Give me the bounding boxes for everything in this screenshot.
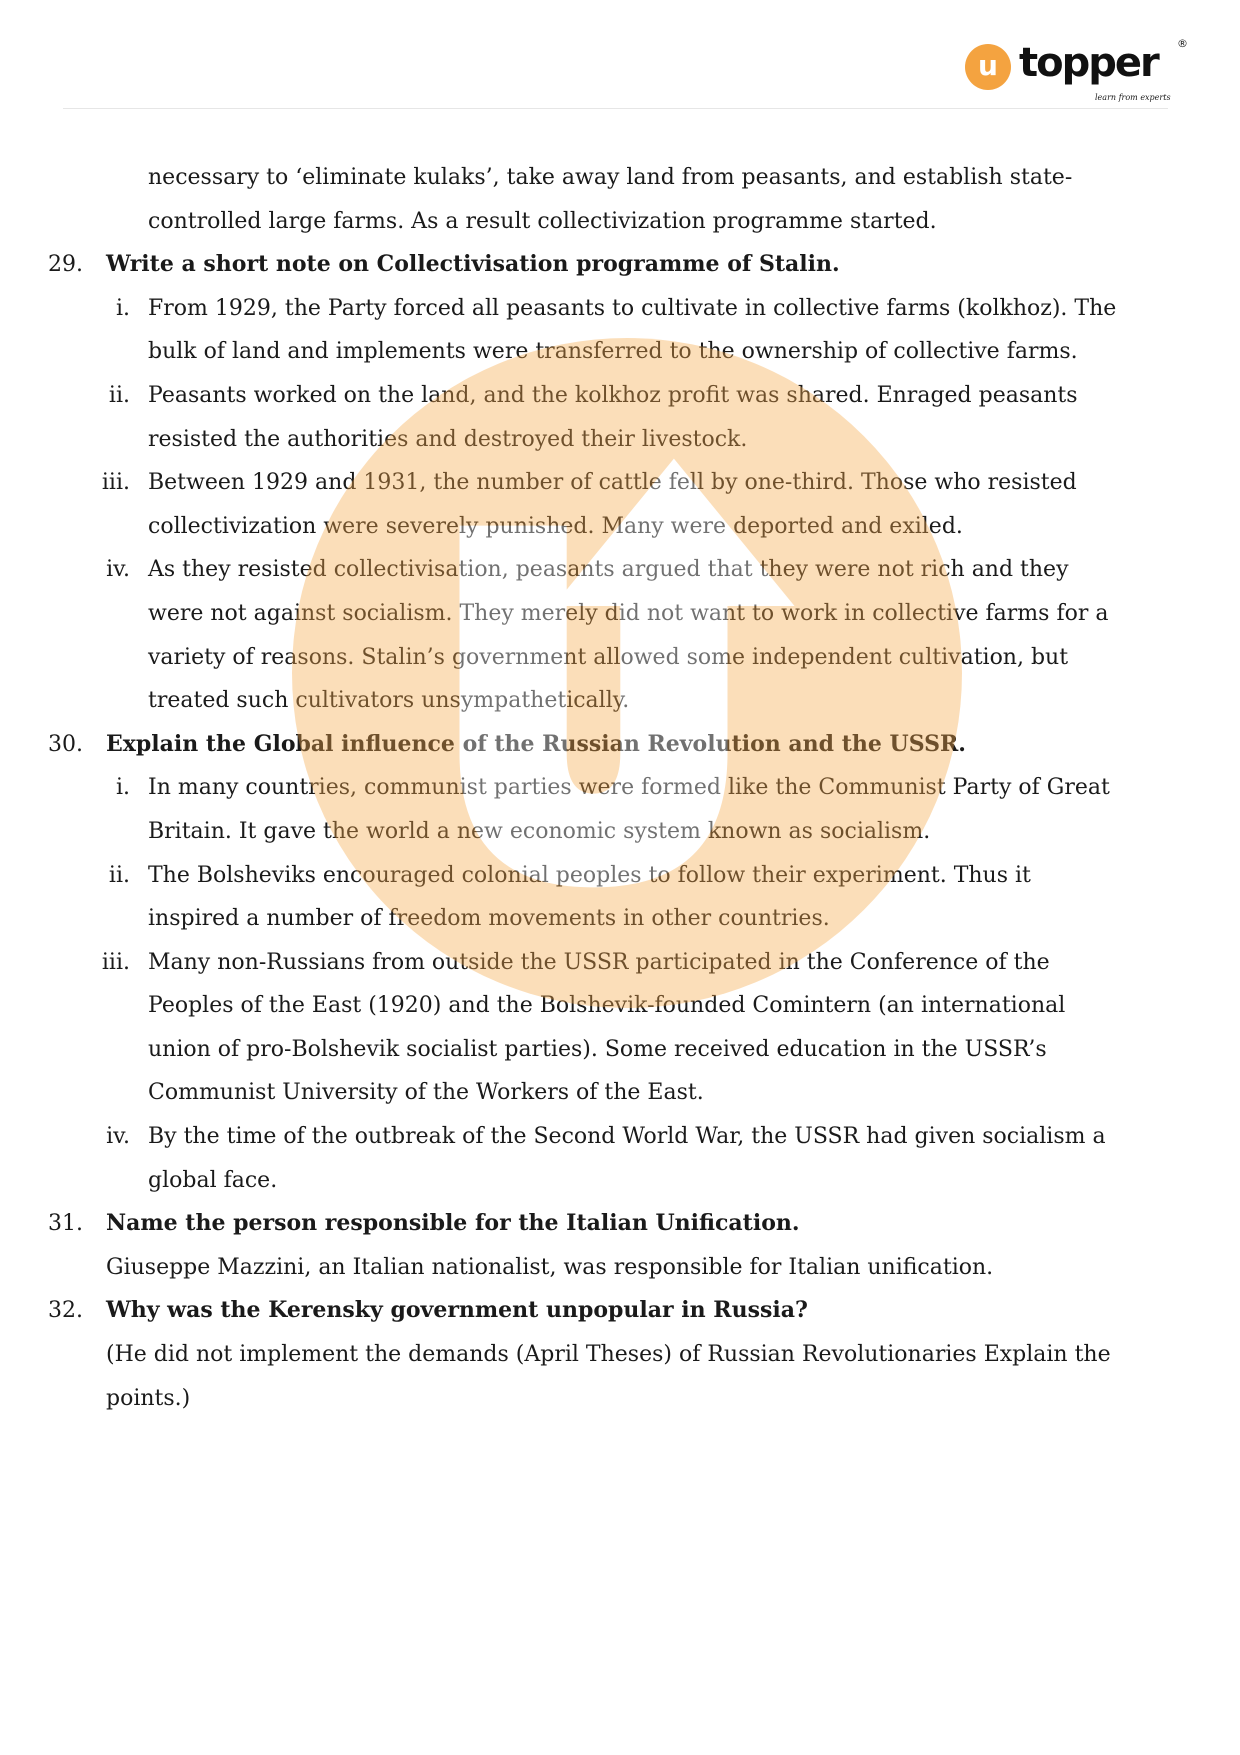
item-text: Between 1929 and 1931, the number of cattle fell by one-third. Those who resisted — [148, 470, 1077, 496]
question-line — [0, 1289, 1240, 1333]
roman-numeral: ii. — [108, 862, 130, 888]
item-text: As they resisted collectivisation, peasants argued that they were not rich and they — [148, 557, 1069, 583]
roman-numeral: iv. — [106, 557, 130, 583]
continuation-text: union of pro-Bolshevik socialist parties). Some received education in the USSR’s — [148, 1036, 1047, 1062]
text-line — [0, 1246, 1240, 1290]
answer-text: (He did not implement the demands (April Theses) of Russian Revolutionaries Explain the — [106, 1342, 1111, 1368]
list-item-line — [0, 854, 1240, 898]
header-divider — [63, 108, 1168, 109]
logo-tagline: learn from experts — [1095, 93, 1171, 102]
text-line — [0, 330, 1240, 374]
continuation-text: were not against socialism. They merely did not want to work in collective farms for a — [148, 600, 1109, 626]
text-line — [0, 1159, 1240, 1203]
question-number: 32. — [48, 1298, 83, 1324]
item-text: Peasants worked on the land, and the kolkhoz profit was shared. Enraged peasants — [148, 382, 1078, 408]
list-item-line — [0, 766, 1240, 810]
question-line — [0, 1202, 1240, 1246]
question-text: Why was the Kerensky government unpopular in Russia? — [106, 1297, 808, 1324]
continuation-text: collectivization were severely punished. Many were deported and exiled. — [148, 513, 963, 539]
item-text: From 1929, the Party forced all peasants to cultivate in collective farms (kolkhoz). The — [148, 295, 1117, 321]
text-line — [0, 505, 1240, 549]
roman-numeral: iii. — [101, 949, 130, 975]
continuation-text: necessary to ‘eliminate kulaks’, take away land from peasants, and establish state- — [148, 165, 1073, 190]
continuation-text: variety of reasons. Stalin’s government allowed some independent cultivation, but — [148, 644, 1069, 670]
roman-numeral: ii. — [108, 382, 130, 408]
continuation-text: Communist University of the Workers of the East. — [148, 1080, 704, 1106]
roman-numeral: i. — [115, 295, 130, 321]
roman-numeral: iii. — [101, 470, 130, 496]
question-number: 30. — [48, 731, 83, 757]
question-text: Name the person responsible for the Italian Unification. — [106, 1210, 800, 1237]
continuation-text: controlled large farms. As a result collectivization programme started. — [148, 208, 937, 234]
list-item-line — [0, 941, 1240, 985]
text-line — [0, 1028, 1240, 1072]
roman-numeral: iv. — [106, 1124, 130, 1150]
text-line — [0, 1377, 1240, 1421]
logo-mark-icon: u — [965, 44, 1011, 90]
continuation-text: bulk of land and implements were transferred to the ownership of collective farms. — [148, 339, 1078, 365]
question-number: 29. — [48, 252, 83, 278]
answer-text: Giuseppe Mazzini, an Italian nationalist, was responsible for Italian unification. — [106, 1254, 994, 1280]
text-line — [0, 984, 1240, 1028]
answer-text: points.) — [106, 1385, 191, 1411]
list-item-line — [0, 548, 1240, 592]
list-item-line — [0, 374, 1240, 418]
text-line — [0, 1071, 1240, 1115]
text-line — [0, 156, 1240, 200]
text-line — [0, 679, 1240, 723]
text-line — [0, 1333, 1240, 1377]
continuation-text: global face. — [148, 1167, 278, 1193]
continuation-text: resisted the authorities and destroyed their livestock. — [148, 426, 748, 452]
registered-mark: ® — [1177, 37, 1188, 50]
roman-numeral: i. — [115, 775, 130, 801]
text-line — [0, 418, 1240, 462]
logo-wordmark: topper — [1019, 40, 1158, 86]
question-text: Write a short note on Collectivisation programme of Stalin. — [106, 251, 840, 278]
question-line — [0, 243, 1240, 287]
continuation-text: Peoples of the East (1920) and the Bolshevik-founded Comintern (an international — [148, 993, 1066, 1019]
text-line — [0, 200, 1240, 244]
continuation-text: treated such cultivators unsympathetically. — [148, 688, 630, 714]
item-text: The Bolsheviks encouraged colonial peoples to follow their experiment. Thus it — [148, 862, 1031, 888]
topper-logo — [965, 38, 1205, 106]
question-line — [0, 723, 1240, 767]
continuation-text: inspired a number of freedom movements in other countries. — [148, 906, 830, 932]
item-text: In many countries, communist parties were formed like the Communist Party of Great — [148, 775, 1110, 801]
text-line — [0, 592, 1240, 636]
list-item-line — [0, 287, 1240, 331]
text-line — [0, 636, 1240, 680]
item-text: Many non-Russians from outside the USSR participated in the Conference of the — [148, 949, 1050, 975]
document-body — [0, 156, 1240, 1420]
text-line — [0, 897, 1240, 941]
item-text: By the time of the outbreak of the Second World War, the USSR had given socialism a — [148, 1124, 1106, 1150]
continuation-text: Britain. It gave the world a new economic system known as socialism. — [148, 818, 931, 844]
text-line — [0, 810, 1240, 854]
question-number: 31. — [48, 1211, 83, 1237]
list-item-line — [0, 1115, 1240, 1159]
question-text: Explain the Global influence of the Russian Revolution and the USSR. — [106, 730, 966, 757]
list-item-line — [0, 461, 1240, 505]
